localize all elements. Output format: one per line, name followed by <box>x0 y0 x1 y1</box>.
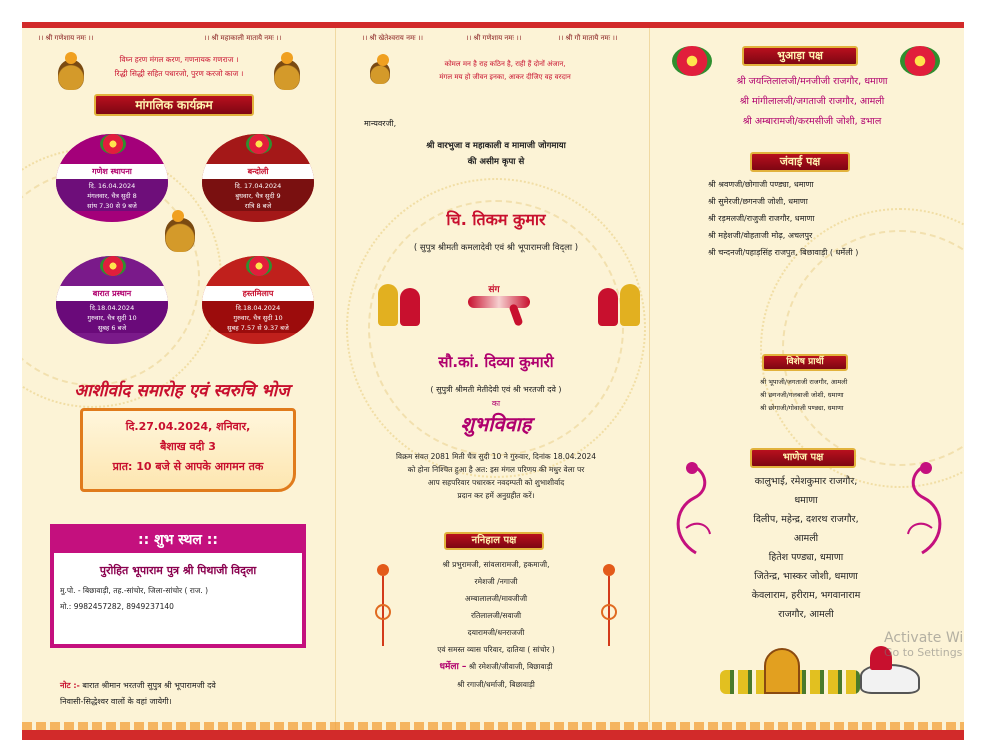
bhanej-line: दिलीप, महेन्द्र, दशरथ राजगौर, <box>753 514 859 525</box>
event-time: सुबह 7.57 से 9.37 बजे <box>227 324 289 332</box>
couplet-line: कोमल मन है राह कठिन है, राही हैं दोनों अंजान, <box>444 60 566 68</box>
event-date: दि. 17.04.2024 <box>234 182 282 190</box>
nanihal-line: अम्बालालजी/मावजीजी <box>464 594 528 603</box>
bhuaada-line: श्री जयन्तिलालजी/मनजीजी राजगौर, धमाणा <box>736 76 888 87</box>
flower-icon <box>246 256 272 276</box>
nanihal-line: एवं समस्त व्यास परिवार, दातिया ( सांचोर ) <box>437 645 555 654</box>
bride-name: सौ.कां. दिव्या कुमारी <box>438 353 554 371</box>
sang-label: संग <box>488 285 500 295</box>
reception-tithi: बैशाख वदी 3 <box>160 440 216 453</box>
jawai-line: श्री श्रवणजी/छोगाजी पण्ड्या, धमाणा <box>708 180 814 189</box>
couple-illustration <box>594 280 644 326</box>
invocation: ।। श्री गौ मातायै नमः ।। <box>558 34 618 42</box>
shubh-vivah: शुभविवाह <box>460 412 532 436</box>
flower-icon <box>246 134 272 154</box>
vishesh-line: श्री छोगाजी/गोवाजी पण्ड्या, धमाणा <box>760 404 844 412</box>
blessing-line: श्री वारभुजा व महाकाली व मामाजी जोगमाया <box>426 141 566 151</box>
details-line: को होना निश्चित हुआ है अत: इस मंगल परिणय की मधुर वेला पर <box>407 465 585 474</box>
vishesh-line: श्री भूपाजी/जगताजी राजगौर, आमली <box>760 378 848 386</box>
event-day: गुरुवार, चैत्र सुदी 10 <box>87 314 137 322</box>
ka-label: का <box>491 399 501 408</box>
nanihal-list <box>376 556 616 693</box>
invitation-card <box>22 22 964 740</box>
bhanej-line: कालुभाई, रमेशकुमार राजगौर, <box>754 476 858 487</box>
reception-box <box>80 408 296 492</box>
flower-icon <box>100 256 126 276</box>
vishesh-list <box>760 376 950 415</box>
event-date: दि.18.04.2024 <box>235 304 281 312</box>
bhanej-line: आमली <box>793 533 819 544</box>
reception-date: दि.27.04.2024, शनिवार, <box>125 420 251 433</box>
bhanej-line: राजगौर, आमली <box>778 609 834 620</box>
panel-left <box>22 28 335 730</box>
verse-line: रिद्धी सिद्धी सहित पधारजो, पुरण करजो काज । <box>114 69 244 78</box>
event-time: रात्रि 8 बजे <box>244 202 272 210</box>
note-line: निवासी-सिद्धेश्वर वालों के वहां जायेगी। <box>60 697 172 706</box>
couple-illustration <box>374 280 424 326</box>
bhanej-title: भाणेज पक्ष <box>750 448 856 468</box>
details-line: प्रदान कर हमें अनुग्रहीत करें। <box>457 491 535 500</box>
activate-windows-watermark <box>884 630 963 659</box>
paisley-swirl-icon <box>898 458 952 558</box>
mahakali-invocation: ।। श्री महाकाली मातायै नमः ।। <box>204 34 282 42</box>
event-time: सांय 7.30 से 9 बजे <box>87 202 137 210</box>
blessing-line: की असीम कृपा से <box>467 157 525 167</box>
couplet-line: मंगल मय हो जीवन इनका, आकर दीजिए वह वरदान <box>439 73 571 81</box>
event-time: सुबह 6 बजे <box>97 324 127 332</box>
wedding-details <box>354 450 638 502</box>
nanihal-line: रमेशजी /नगाजी <box>474 577 518 586</box>
bhuaada-line: श्री अम्बारामजी/करमसीजी जोशी, डभाल <box>742 116 882 127</box>
groom-name: चि. तिकम कुमार <box>446 210 546 229</box>
venue-mobile: मो.: 9982457282, 8949237140 <box>60 602 174 611</box>
event-name: हस्तमिलाप <box>202 286 314 301</box>
details-line: आप सहपरिवार पधारकर नवदम्पती को शुभाशीर्वाद <box>427 478 565 487</box>
bhanej-line: धमाणा <box>794 495 818 506</box>
vishesh-title: विशेष प्रार्थी <box>762 354 848 371</box>
reception-time: प्रात: 10 बजे से आपके आगमन तक <box>112 460 264 473</box>
venue-address: मु.पो. - बिछावाड़ी, तह.-सांचोर, जिला-सांचोर ( राज. ) <box>60 586 209 595</box>
event-date: दि. 16.04.2024 <box>88 182 136 190</box>
bhanej-list <box>706 472 906 624</box>
nanihal-line: दयारामजी/धनराजजी <box>467 628 525 637</box>
kalash-icon <box>58 60 84 90</box>
bhuaada-list <box>670 72 954 132</box>
note-label: नोट :- <box>60 681 80 690</box>
jawai-list <box>708 176 958 261</box>
bhanej-line: केवलाराम, हरीराम, भगवानाराम <box>751 590 861 601</box>
details-line: विक्रम संवत 2081 मिती चैत्र सुदी 10 ने गुरुवार, दिनांक 18.04.2024 <box>395 452 597 461</box>
verse-line: विघ्न हरण मंगल करण, गणनायक गणराज । <box>119 55 239 64</box>
flower-icon <box>100 134 126 154</box>
bride-parents: ( सुपुत्री श्रीमती मेतीदेवी एवं श्री भरतजी दवे ) <box>430 385 562 394</box>
event-date: दि.18.04.2024 <box>89 304 135 312</box>
invocation: ।। श्री गणेशाय नमः ।। <box>466 34 522 42</box>
nanihal-line: रतिलालजी/सवाजी <box>470 611 522 620</box>
jawai-line: श्री सुमेरजी/छगनजी जोशी, धमाणा <box>708 197 808 206</box>
kalash-icon <box>370 62 390 84</box>
nanihal-line: श्री प्रभुरामजी, सांवलारामजी, हकमाजी, <box>442 560 550 569</box>
venue-name: पुरोहित भूपाराम पुत्र श्री पिथाजी विद्ला <box>99 564 257 577</box>
bhanej-line: जितेन्द्र, भास्कर जोशी, धमाणा <box>754 571 858 582</box>
invocation: ।। श्री खेतेश्वराय नमः ।। <box>362 34 424 42</box>
jawai-line: श्री महेशजी/वोहताजी मोढ़, अचलपुर <box>708 231 813 240</box>
venue-box <box>50 524 306 648</box>
programs-title: मांगलिक कार्यक्रम <box>94 94 254 116</box>
dharmela-label: धर्मेला – <box>439 662 467 672</box>
jawai-title: जंवाई पक्ष <box>750 152 850 172</box>
nanihal-title: ननिहाल पक्ष <box>444 532 544 550</box>
jawai-line: श्री चन्दनजी/पहाड़सिंह राजपुत, बिछावाड़ी ( धर्मेली ) <box>708 248 859 257</box>
watermark-line: Activate Wi <box>884 630 964 646</box>
event-name: बन्दोली <box>202 164 314 179</box>
watermark-line: Go to Settings <box>884 646 963 659</box>
kalash-icon <box>165 218 195 252</box>
panel-right <box>650 28 964 730</box>
border-strip <box>22 722 964 730</box>
kalash-icon <box>274 60 300 90</box>
event-day: बुधवार, चैत्र सुदी 9 <box>235 192 281 200</box>
ganesh-verse <box>86 53 272 81</box>
dharmela-line: श्री रगाजी/धर्माजी, बिछावाड़ी <box>457 680 535 689</box>
jawai-line: श्री रड़मलजी/राजुजी राजगौर, धमाणा <box>708 214 815 223</box>
couplet <box>390 58 620 84</box>
note-line: बारात श्रीमान भरतजी सुपुत्र श्री भूपारामजी दवे <box>82 681 216 690</box>
event-name: बारात प्रस्थान <box>56 286 168 301</box>
salutation: मान्यवरजी, <box>364 119 397 128</box>
bhanej-line: हितेश पण्ड्या, धमाणा <box>768 552 844 563</box>
event-name: गणेश स्थापना <box>56 164 168 179</box>
venue-title: :: शुभ स्थल :: <box>54 527 302 553</box>
gathbandhan-icon <box>468 296 530 308</box>
ganesh-invocation: ।। श्री गणेशाय नमः ।। <box>38 34 94 42</box>
note <box>60 678 330 710</box>
vishesh-line: श्री छगनजी/गलबाजी जोशी, धमाणा <box>760 391 844 399</box>
panel-middle <box>335 28 650 730</box>
bhuaada-title: भुआड़ा पक्ष <box>742 46 858 66</box>
groom-parents: ( सुपुत्र श्रीमती कमलादेवी एवं श्री भूपारामजी विद्ला ) <box>413 243 579 253</box>
event-day: मंगलवार, चैत्र सुदी 8 <box>87 192 137 200</box>
dharmela-line: श्री रमेशजी/जीवाजी, बिछावाड़ी <box>468 662 553 671</box>
blessing <box>356 138 636 170</box>
event-day: गुरुवार, चैत्र सुदी 10 <box>233 314 283 322</box>
bhuaada-line: श्री मांगीलालजी/जगताजी राजगौर, आमली <box>739 96 885 107</box>
reception-title: आशीर्वाद समारोह एवं स्वरुचि भोज <box>74 381 290 401</box>
